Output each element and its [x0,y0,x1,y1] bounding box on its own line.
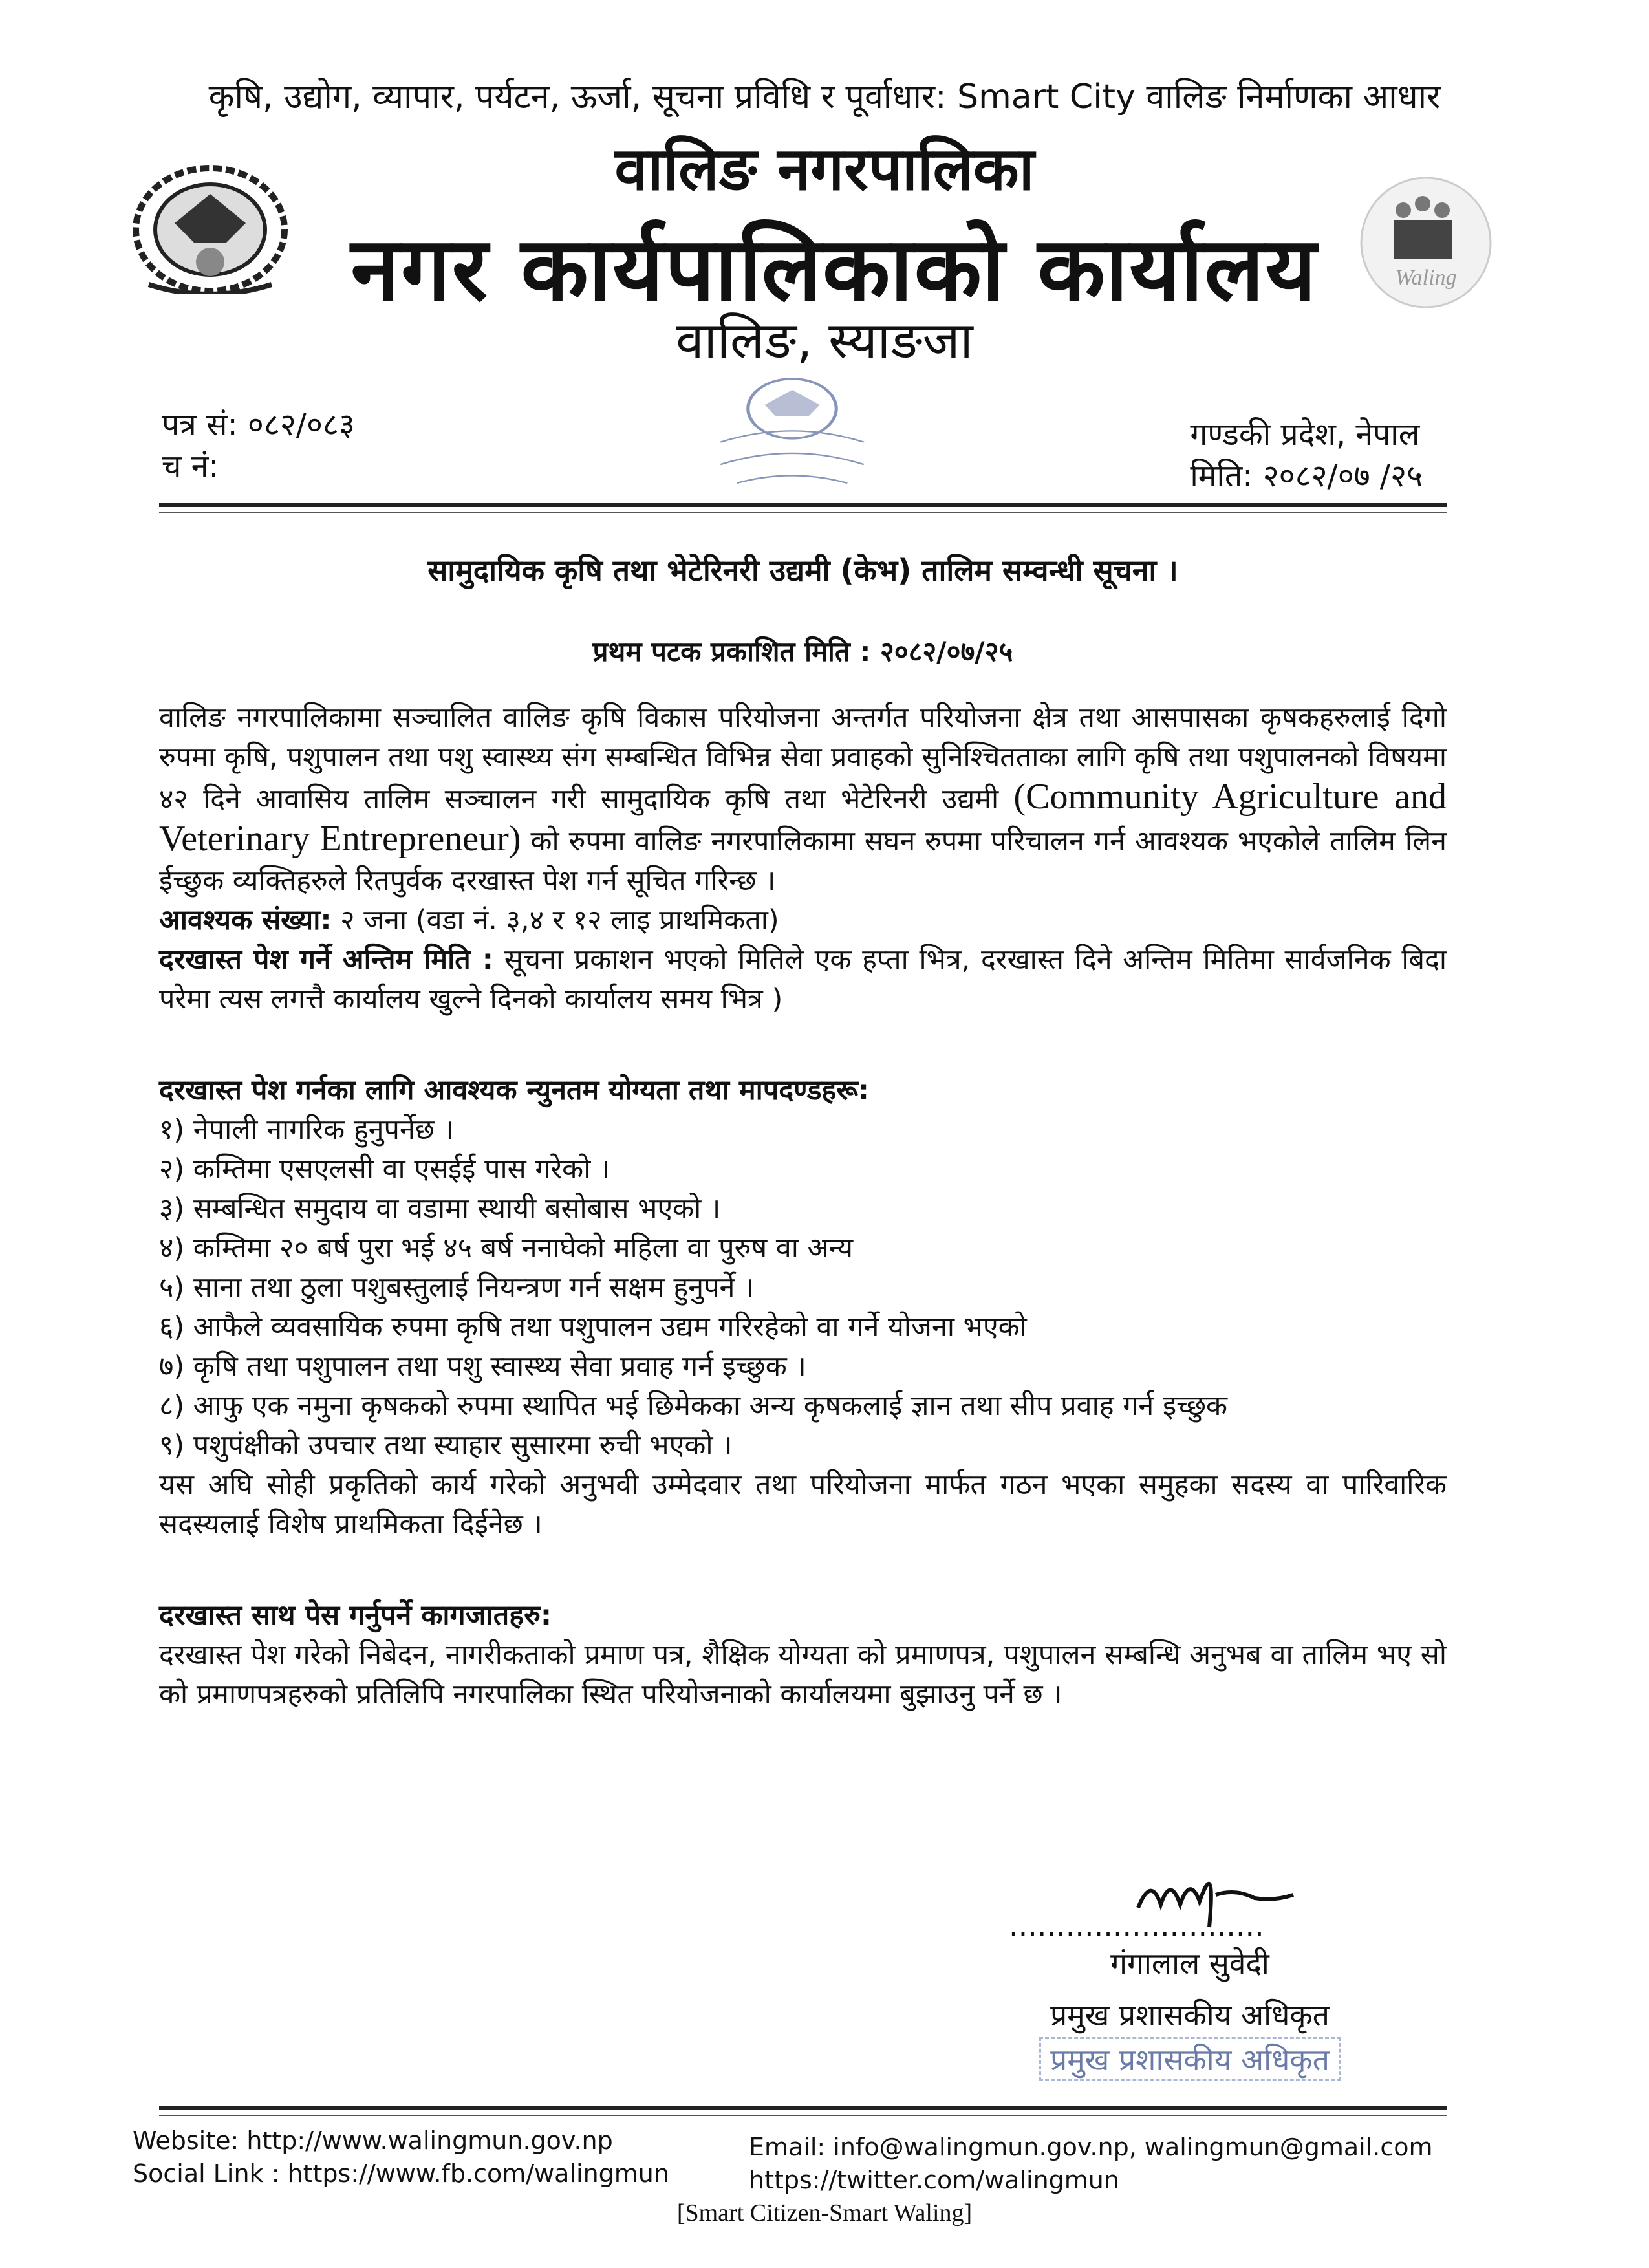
nepal-emblem-icon [129,165,291,294]
signature-dots: ........................... [1009,1908,1264,1943]
list-item: ६) आफैले व्यवसायिक रुपमा कृषि तथा पशुपालन उद्यम गरिरहेको वा गर्ने योजना भएको [159,1311,1027,1343]
footer-left [133,2124,669,2190]
criteria-heading: दरखास्त पेश गर्नका लागि आवश्यक न्युनतम योग्यता तथा मापदण्डहरू: [159,1074,869,1107]
official-stamp [698,375,886,498]
smart-waling-logo [1358,175,1494,310]
list-item: ७) कृषि तथा पशुपालन तथा पशु स्वास्थ्य सेवा प्रवाह गर्न इच्छुक । [159,1350,806,1383]
intro-text: वालिङ नगरपालिकामा सञ्चालित वालिङ कृषि विकास परियोजना अन्तर्गत परियोजना क्षेत्र तथा आसपासका कृषकहरुलाई दिगो रुपमा कृषि, पशुपालन तथा पशु स्वास्थ्य संग सम्बन्धित विभिन्न सेवा प्रवाहको सुनिश्चितताका लागि कृषि तथा पशुपालनको विषयमा ४२ दिने आवासिय तालिम सञ्चालन गरी सामुदायिक कृषि तथा भेटेरिनरी उद्यमी [159,702,1447,815]
notice-subject: सामुदायिक कृषि तथा भेटेरिनरी उद्यमी (केभ) तालिम सम्वन्धी सूचना । [427,553,1178,588]
letter-reference [162,404,355,487]
documents-heading: दरखास्त साथ पेस गर्नुपर्ने कागजातहरु: [159,1599,552,1632]
title-stamp: प्रमुख प्रशासकीय अधिकृत [1039,2037,1341,2081]
required-value: २ जना (वडा नं. ३,४ र १२ लाइ प्राथमिकता) [340,904,779,936]
documents-text: दरखास्त पेश गरेको निबेदन, नागरीकताको प्रमाण पत्र, शैक्षिक योग्यता को प्रमाणपत्र, पशुपालन सम्बन्धि अनुभब वा तालिम भए सो को प्रमाणपत्रहरुको प्रतिलिपि नगरपालिका स्थित परियोजनाको कार्यालयमा बुझाउनु पर्ने छ । [159,1639,1447,1711]
signatory-title: प्रमुख प्रशासकीय अधिकृत [1050,1998,1330,2033]
office-name: नगर कार्यपालिकाको कार्यालय [350,219,1318,321]
priority-note: यस अघि सोही प्रकृतिको कार्य गरेको अनुभवी उम्मेदवार तथा परियोजना मार्फत गठन भएका समुहका सदस्य वा पारिवारिक सदस्यलाई विशेष प्राथमिकता दिईनेछ । [159,1469,1447,1540]
signature-block [1009,1908,1371,2081]
required-count [159,901,1447,940]
email-link[interactable]: Email: info@walingmun.gov.np, walingmun@gmail.com [749,2133,1433,2161]
list-item: ९) पशुपंक्षीको उपचार तथा स्याहार सुसारमा रुची भएको । [159,1429,733,1462]
list-item: ५) साना तथा ठुला पशुबस्तुलाई नियन्त्रण गर्न सक्षम हुनुपर्ने । [159,1271,755,1304]
municipality-name: वालिङ नगरपालिका [614,135,1035,204]
published-date: प्रथम पटक प्रकाशित मिति : २०८२/०७/२५ [592,636,1013,667]
office-location: वालिङ, स्याङजा [676,312,973,370]
footer-right [749,2131,1433,2197]
required-label: आवश्यक संख्या: [159,904,332,936]
list-item: ३) सम्बन्धित समुदाय वा वडामा स्थायी बसोबास भएको । [159,1193,721,1225]
facebook-link[interactable]: Social Link : https://www.fb.com/walingmun [133,2159,669,2188]
notice-body [159,698,1447,1714]
letter-number: पत्र सं: ०८२/०८३ [162,407,355,443]
letter-place-date [1190,414,1423,497]
intro-english-text: (Community Agriculture and Veterinary Entrepreneur) [159,777,1447,859]
deadline-value: सूचना प्रकाशन भएको मितिले एक हप्ता भित्र, दरखास्त दिने अन्तिम मितिमा सार्वजनिक बिदा परेमा त्यस लगत्तै कार्यालय खुल्ने दिनको कार्यालय समय भित्र ) [159,944,1447,1015]
list-item: २) कम्तिमा एसएलसी वा एसईई पास गरेको । [159,1153,610,1185]
intro-paragraph [159,698,1447,901]
header-tagline: कृषि, उद्योग, व्यापार, पर्यटन, ऊर्जा, सूचना प्रविधि र पूर्वाधार: Smart City वालिङ निर्माणका आधार [208,78,1441,116]
deadline-label: दरखास्त पेश गर्ने अन्तिम मिति : [159,944,493,976]
list-item: १) नेपाली नागरिक हुनुपर्नेछ । [159,1114,454,1146]
criteria-list [159,1110,1447,1465]
province: गण्डकी प्रदेश, नेपाल [1190,416,1420,453]
footer-slogan: [Smart Citizen-Smart Waling] [676,2199,973,2227]
intro-text-end: को रुपमा वालिङ नगरपालिकामा सघन रुपमा परिचालन गर्न आवश्यक भएकोले तालिम लिन ईच्छुक व्यक्तिहरुले रितपुर्वक दरखास्त पेश गर्न सूचित गरिन्छ । [159,825,1447,897]
twitter-link[interactable]: https://twitter.com/walingmun [749,2166,1119,2194]
list-item: ८) आफु एक नमुना कृषकको रुपमा स्थापित भई छिमेकका अन्य कृषकलाई ज्ञान तथा सीप प्रवाह गर्न इच्छुक [159,1390,1228,1422]
website-link[interactable]: Website: http://www.walingmun.gov.np [133,2126,613,2155]
logo-text: Waling [1395,266,1457,290]
deadline [159,940,1447,1019]
dispatch-number: च नं: [162,448,219,484]
list-item: ४) कम्तिमा २० बर्ष पुरा भई ४५ बर्ष ननाघेको महिला वा पुरुष वा अन्य [159,1232,854,1264]
footer-divider [159,2106,1447,2110]
header-divider [159,503,1447,507]
letter-date: मिति: २०८२/०७ /२५ [1190,458,1423,494]
signatory-name: गंगालाल सुवेदी [1110,1946,1269,1981]
footer-divider-thin [159,2115,1447,2116]
header-divider-thin [159,512,1447,513]
